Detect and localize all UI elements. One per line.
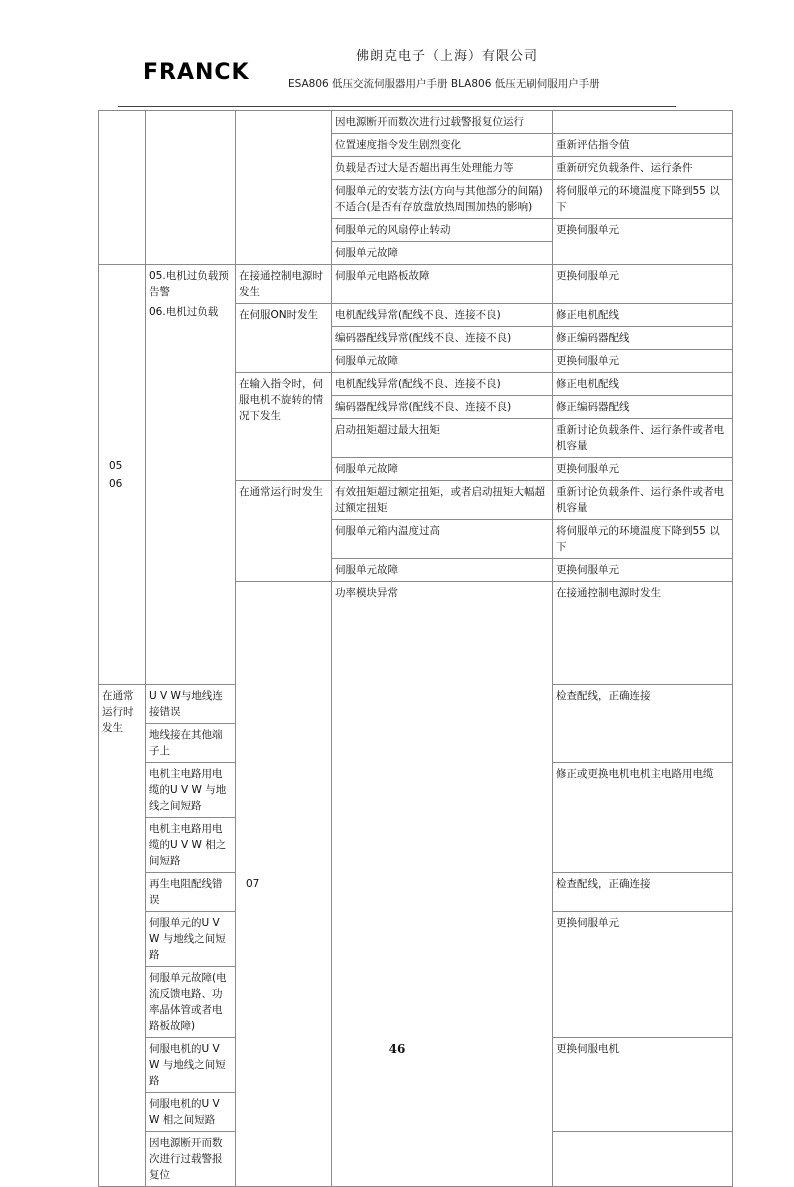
alarm-type-cell [332,582,553,1187]
cause-cell: 伺服单元电路板故障 [332,265,553,304]
cause-cell: 因电源断开而数次进行过载警报复位 [146,1132,236,1187]
cause-cell: 地线接在其他端子上 [146,724,236,763]
situation-cell: 在通常运行时发生 [236,481,332,582]
action-cell: 重新讨论负载条件、运行条件或者电机容量 [553,419,733,458]
cause-cell: 伺服单元故障 [332,242,553,265]
action-cell: 更换伺服单元 [553,458,733,481]
action-cell: 更换伺服电机 [553,1038,733,1132]
situation-cell: 在伺服ON时发生 [236,304,332,373]
alarm-code-cell [99,111,146,265]
cause-cell: 电机主电路用电缆的U V W 相之间短路 [146,818,236,873]
action-cell: 更换伺服单元 [553,912,733,1038]
action-cell: 修正电机配线 [553,304,733,327]
cause-cell: 电机主电路用电缆的U V W 与地线之间短路 [146,763,236,818]
situation-cell: 在通常运行时发生 [99,685,146,1187]
action-cell: 将伺服单元的环境温度下降到55 以下 [553,520,733,559]
cause-cell: 编码器配线异常(配线不良、连接不良) [332,327,553,350]
alarm-code-cell [99,265,146,685]
alarm-code: 07 [246,878,260,890]
cause-cell: 伺服单元的安装方法(方向与其他部分的间隔)不适合(是否有存放盘放热周围加热的影响) [332,180,553,219]
action-cell: 检查配线，正确连接 [553,685,733,763]
page-number: 46 [388,1042,406,1056]
cause-cell: 伺服单元的U V W 与地线之间短路 [146,912,236,967]
alarm-type-label: 功率模块异常 [335,587,398,599]
cause-cell: 伺服单元的风扇停止转动 [332,219,553,242]
company-name: 佛朗克电子（上海）有限公司 [356,49,539,64]
cause-cell: 伺服单元故障(电流反馈电路、功率晶体管或者电路板故障) [146,967,236,1038]
cause-cell: 有效扭矩超过额定扭矩，或者启动扭矩大幅超过额定扭矩 [332,481,553,520]
action-cell: 修正编码器配线 [553,396,733,419]
cause-cell: 编码器配线异常(配线不良、连接不良) [332,396,553,419]
alarm-code-cell [236,582,332,1187]
action-cell: 修正编码器配线 [553,327,733,350]
cause-cell: 再生电阻配线错误 [146,873,236,912]
alarm-code: 05 [109,459,123,472]
action-cell: 重新评估指令值 [553,134,733,157]
cause-cell: 伺服单元故障 [332,559,553,582]
manual-title: ESA806 低压交流伺服器用户手册 BLA806 低压无刷伺服用户手册 [288,78,600,90]
cause-cell: 伺服单元故障 [332,458,553,481]
alarm-troubleshooting-table [98,110,733,1187]
alarm-type-label: 05.电机过负载预告警 [149,270,229,298]
cause-cell: 伺服单元箱内温度过高 [332,520,553,559]
cause-cell: 伺服电机的U V W 相之间短路 [146,1093,236,1132]
action-cell: 更换伺服单元 [553,559,733,582]
cause-cell: 伺服单元故障 [332,350,553,373]
table-row [99,111,733,134]
brand-logo: FRANCK [143,60,250,85]
action-cell: 重新研究负载条件、运行条件 [553,157,733,180]
action-cell [553,1132,733,1187]
action-cell [553,111,733,134]
alarm-type-cell [146,111,236,265]
cause-cell: U V W与地线连接错误 [146,685,236,724]
header-divider [118,106,676,107]
cause-cell: 电机配线异常(配线不良、连接不良) [332,373,553,396]
action-cell: 更换伺服单元 [553,265,733,304]
cause-cell: 负载是否过大是否超出再生处理能力等 [332,157,553,180]
table-row [99,265,733,304]
cause-cell: 伺服电机的U V W 与地线之间短路 [146,1038,236,1093]
situation-cell [236,111,332,265]
situation-cell: 在输入指令时，伺服电机不旋转的情况下发生 [236,373,332,481]
alarm-type-cell [146,265,236,685]
cause-cell: 因电源断开而数次进行过载警报复位运行 [332,111,553,134]
action-cell: 更换伺服单元 [553,350,733,373]
action-cell: 重新讨论负载条件、运行条件或者电机容量 [553,481,733,520]
cause-cell: 启动扭矩超过最大扭矩 [332,419,553,458]
situation-cell: 在接通控制电源时发生 [236,265,332,304]
cause-cell: 电机配线异常(配线不良、连接不良) [332,304,553,327]
cause-cell: 位置速度指令发生剧烈变化 [332,134,553,157]
situation-cell: 在接通控制电源时发生 [553,582,733,685]
action-cell: 将伺服单元的环境温度下降到55 以下 [553,180,733,219]
alarm-type-label: 06.电机过负载 [149,306,219,318]
action-cell: 修正或更换电机电机主电路用电缆 [553,763,733,873]
alarm-code: 06 [109,477,123,490]
action-cell: 检查配线，正确连接 [553,873,733,912]
action-cell: 修正电机配线 [553,373,733,396]
action-cell: 更换伺服单元 [553,219,733,265]
